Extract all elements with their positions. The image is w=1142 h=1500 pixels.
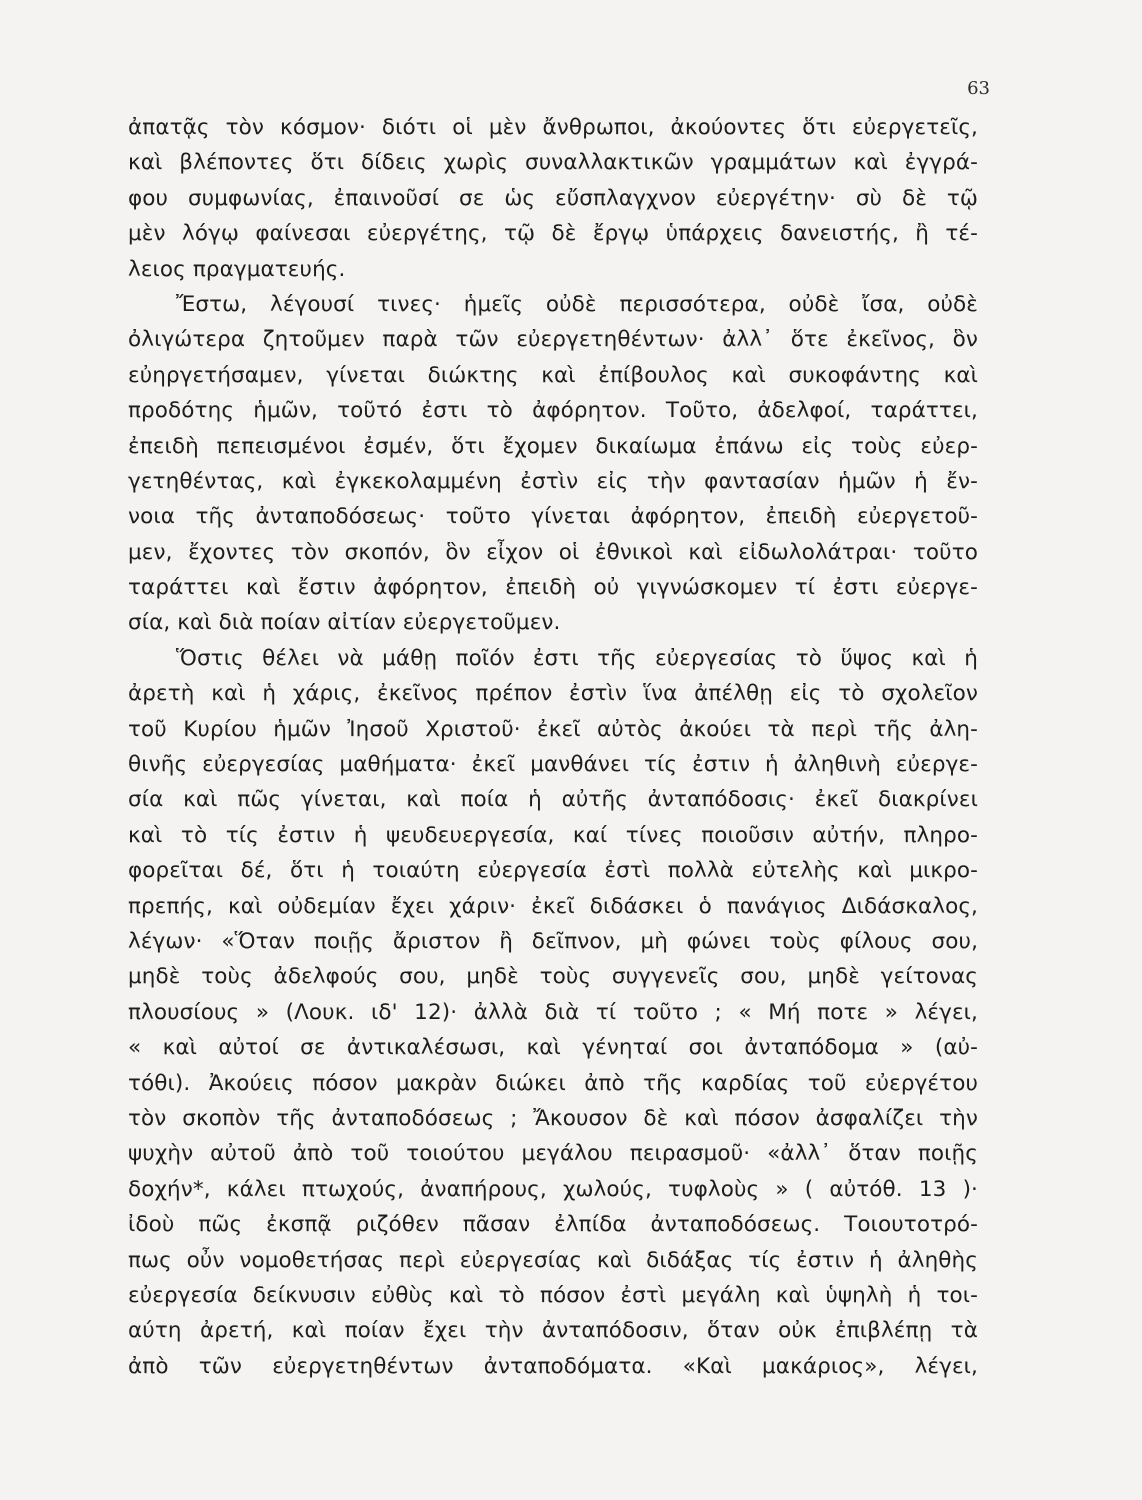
- text-line: γετηθέντας, καὶ ἐγκεκολαμμένη ἐστὶν εἰς τὴν φαντασίαν ἡμῶν ἡ ἔν-: [128, 468, 978, 494]
- text-line: εὐεργεσία δείκνυσιν εὐθὺς καὶ τὸ πόσον ἐστὶ μεγάλη καὶ ὑψηλὴ ἡ τοι-: [128, 1282, 978, 1308]
- text-line: τὸν σκοπὸν τῆς ἀνταποδόσεως ; Ἄκουσον δὲ καὶ πόσον ἀσφαλίζει τὴν: [128, 1105, 978, 1131]
- text-line: λειος πραγματευής.: [128, 256, 346, 282]
- text-line: δοχήν*, κάλει πτωχούς, ἀναπήρους, χωλούς, τυφλοὺς » ( αὐτόθ. 13 )·: [128, 1176, 978, 1202]
- text-line: « καὶ αὐτοί σε ἀντικαλέσωσι, καὶ γένηταί σοι ἀνταπόδομα » (αὐ-: [128, 1035, 978, 1061]
- text-line: προδότης ἡμῶν, τοῦτό ἐστι τὸ ἀφόρητον. Τοῦτο, ἀδελφοί, ταράττει,: [128, 398, 978, 424]
- text-line: φορεῖται δέ, ὅτι ἡ τοιαύτη εὐεργεσία ἐστὶ πολλὰ εὐτελὴς καὶ μικρο-: [128, 858, 978, 884]
- text-line: θινῆς εὐεργεσίας μαθήματα· ἐκεῖ μανθάνει τίς ἐστιν ἡ ἀληθινὴ εὐεργε-: [128, 752, 978, 778]
- text-line: ψυχὴν αὐτοῦ ἀπὸ τοῦ τοιούτου μεγάλου πειρασμοῦ· «ἀλλ᾽ ὅταν ποιῇς: [128, 1141, 978, 1167]
- text-line: πως οὖν νομοθετήσας περὶ εὐεργεσίας καὶ διδάξας τίς ἐστιν ἡ ἀληθὴς: [128, 1247, 978, 1273]
- text-line: πλουσίους » (Λουκ. ιδ' 12)· ἀλλὰ διὰ τί τοῦτο ; « Μή ποτε » λέγει,: [128, 999, 978, 1025]
- text-line: αύτη ἀρετή, καὶ ποίαν ἔχει τὴν ἀνταπόδοσιν, ὅταν οὐκ ἐπιβλέπῃ τὰ: [128, 1318, 978, 1344]
- body-text: [128, 110, 978, 1384]
- paragraph-start-line: Ὅστις θέλει νὰ μάθῃ ποῖόν ἐστι τῆς εὐεργεσίας τὸ ὕψος καὶ ἡ: [176, 645, 978, 671]
- text-line: ἰδοὺ πῶς ἐκσπᾷ ριζόθεν πᾶσαν ἐλπίδα ἀνταποδόσεως. Τοιουτοτρό-: [128, 1212, 978, 1238]
- text-line: σία, καὶ διὰ ποίαν αἰτίαν εὐεργετοῦμεν.: [128, 610, 561, 636]
- text-line: φου συμφωνίας, ἐπαινοῦσί σε ὡς εὔσπλαγχνον εὐεργέτην· σὺ δὲ τῷ: [128, 185, 978, 211]
- text-line: μηδὲ τοὺς ἀδελφούς σου, μηδὲ τοὺς συγγενεῖς σου, μηδὲ γείτονας: [128, 964, 978, 990]
- text-line: εὐηργετήσαμεν, γίνεται διώκτης καὶ ἐπίβουλος καὶ συκοφάντης καὶ: [128, 362, 978, 388]
- text-line: ἀρετὴ καὶ ἡ χάρις, ἐκεῖνος πρέπον ἐστὶν ἵνα ἀπέλθῃ εἰς τὸ σχολεῖον: [128, 681, 978, 707]
- text-line: πρεπής, καὶ οὐδεμίαν ἔχει χάριν· ἐκεῖ διδάσκει ὁ πανάγιος Διδάσκαλος,: [128, 893, 978, 919]
- text-line: μὲν λόγῳ φαίνεσαι εὐεργέτης, τῷ δὲ ἔργῳ ὑπάρχεις δανειστής, ἢ τέ-: [128, 221, 978, 247]
- text-line: σία καὶ πῶς γίνεται, καὶ ποία ἡ αὐτῆς ἀνταπόδοσις· ἐκεῖ διακρίνει: [128, 787, 978, 813]
- text-line: ταράττει καὶ ἔστιν ἀφόρητον, ἐπειδὴ οὐ γιγνώσκομεν τί ἐστι εὐεργε-: [128, 575, 978, 601]
- text-line: νοια τῆς ἀνταποδόσεως· τοῦτο γίνεται ἀφόρητον, ἐπειδὴ εὐεργετοῦ-: [128, 504, 978, 530]
- text-line: ἀπατᾷς τὸν κόσμον· διότι οἱ μὲν ἄνθρωποι, ἀκούοντες ὅτι εὐεργετεῖς,: [128, 115, 978, 140]
- text-line: μεν, ἔχοντες τὸν σκοπόν, ὃν εἶχον οἱ ἐθνικοὶ καὶ εἰδωλολάτραι· τοῦτο: [128, 539, 978, 565]
- text-line: ἀπὸ τῶν εὐεργετηθέντων ἀνταποδόματα. «Καὶ μακάριος», λέγει,: [128, 1353, 978, 1379]
- text-line: ἐπειδὴ πεπεισμένοι ἐσμέν, ὅτι ἔχομεν δικαίωμα ἐπάνω εἰς τοὺς εὐερ-: [128, 433, 978, 459]
- text-line: καὶ τὸ τίς ἐστιν ἡ ψευδευεργεσία, καί τίνες ποιοῦσιν αὐτήν, πληρο-: [128, 822, 978, 848]
- page-number: 63: [967, 78, 990, 99]
- text-line: τοῦ Κυρίου ἡμῶν Ἰησοῦ Χριστοῦ· ἐκεῖ αὐτὸς ἀκούει τὰ περὶ τῆς ἀλη-: [128, 716, 978, 742]
- text-line: ὀλιγώτερα ζητοῦμεν παρὰ τῶν εὐεργετηθέντων· ἀλλ᾽ ὅτε ἐκεῖνος, ὃν: [128, 327, 978, 353]
- text-line: τόθι). Ἀκούεις πόσον μακρὰν διώκει ἀπὸ τῆς καρδίας τοῦ εὐεργέτου: [128, 1070, 978, 1096]
- text-line: καὶ βλέποντες ὅτι δίδεις χωρὶς συναλλακτικῶν γραμμάτων καὶ ἐγγρά-: [128, 150, 978, 176]
- text-line: λέγων· «Ὅταν ποιῇς ἄριστον ἢ δεῖπνον, μὴ φώνει τοὺς φίλους σου,: [128, 928, 978, 954]
- paragraph-start-line: Ἔστω, λέγουσί τινες· ἡμεῖς οὐδὲ περισσότερα, οὐδὲ ἴσα, οὐδὲ: [176, 291, 978, 317]
